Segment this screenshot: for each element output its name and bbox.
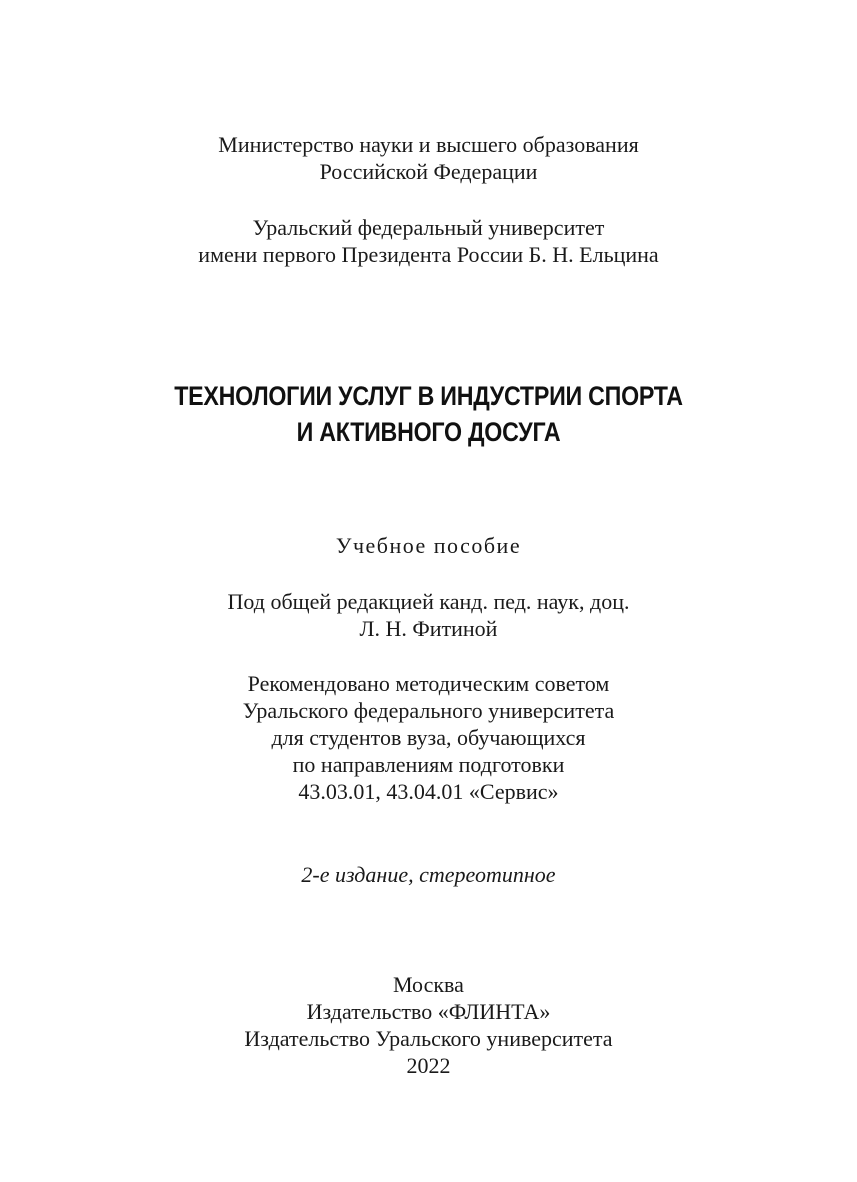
edition-text: 2-е издание, стереотипное	[301, 862, 556, 887]
imprint-publisher-1: Издательство «ФЛИНТА»	[306, 999, 551, 1024]
imprint-block	[0, 971, 857, 1079]
document-type-text: Учебное пособие	[335, 533, 522, 558]
university-line-2: имени первого Президента России Б. Н. Ельцина	[198, 242, 659, 267]
imprint-publisher-2: Издательство Уральского университета	[244, 1026, 613, 1051]
editor-line-2: Л. Н. Фитиной	[359, 616, 498, 641]
recommendation-line-3: для студентов вуза, обучающихся	[271, 725, 586, 750]
recommendation-line-4: по направлениям подготовки	[292, 752, 565, 777]
recommendation-line-2: Уральского федерального университета	[242, 698, 615, 723]
ministry-line-2: Российской Федерации	[319, 159, 538, 184]
editor-line-1: Под общей редакцией канд. пед. наук, доц.	[227, 589, 630, 614]
ministry-block	[0, 131, 857, 185]
ministry-line-1: Министерство науки и высшего образования	[218, 132, 639, 157]
recommendation-line-5: 43.03.01, 43.04.01 «Сервис»	[298, 779, 559, 804]
imprint-year: 2022	[406, 1053, 451, 1078]
book-title	[0, 378, 857, 450]
recommendation-line-1: Рекомендовано методическим советом	[247, 671, 610, 696]
imprint-city: Москва	[393, 972, 464, 997]
university-line-1: Уральский федеральный университет	[252, 215, 605, 240]
recommendation-block	[0, 670, 857, 805]
document-type	[0, 532, 857, 559]
editor-block	[0, 588, 857, 642]
university-block	[0, 214, 857, 268]
book-title-line-2: И АКТИВНОГО ДОСУГА	[296, 417, 561, 447]
edition-note	[0, 861, 857, 888]
book-title-line-1: ТЕХНОЛОГИИ УСЛУГ В ИНДУСТРИИ СПОРТА	[174, 381, 683, 411]
